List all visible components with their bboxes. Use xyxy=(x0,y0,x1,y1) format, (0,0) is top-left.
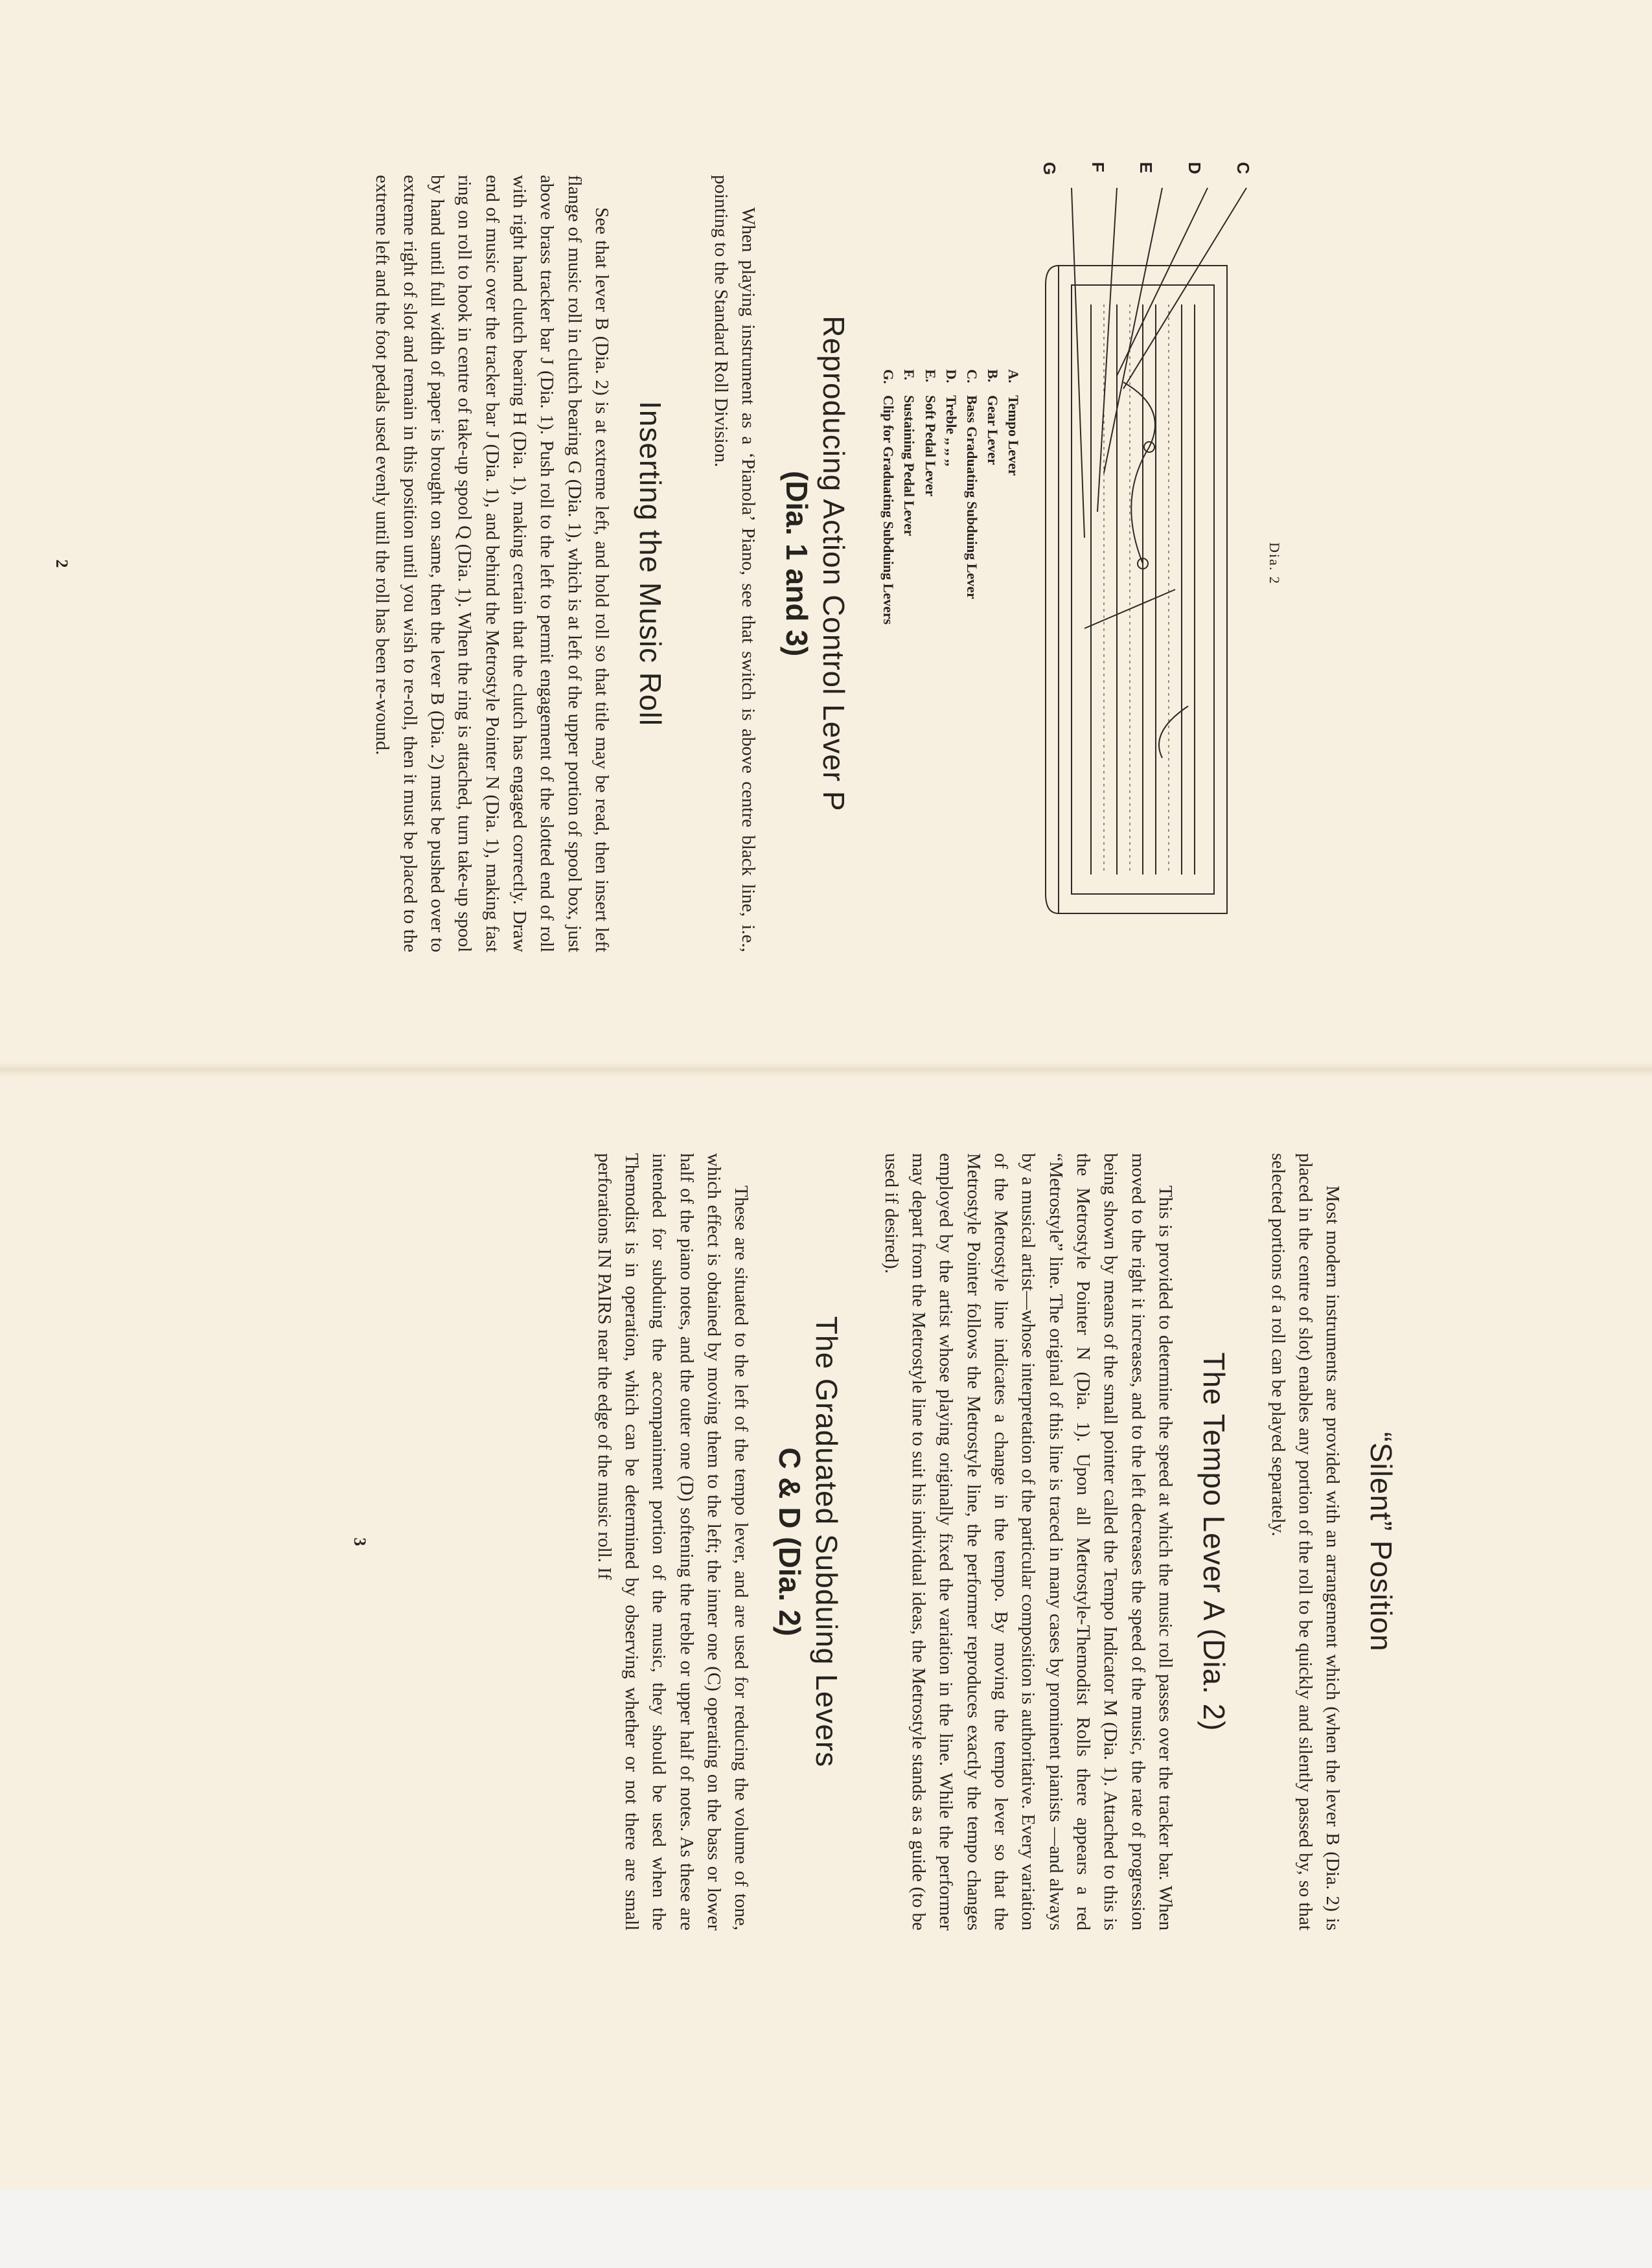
section-heading: The Graduated Subduing Levers xyxy=(810,1316,844,1768)
pointer-letter: G xyxy=(1040,162,1059,176)
pointer-letter: C xyxy=(1233,162,1253,174)
legend-item: E. Soft Pedal Lever xyxy=(922,369,939,497)
page-number: 3 xyxy=(350,1537,369,1546)
paragraph: This is provided to determine the speed at which the music roll passes over the tracker bar. When moved to the right it increases, and to the left decreases the speed of the music, the rate of progression being shown by means of the small pointer called the Tempo Indicator M (Dia. 1). Attached to this is the Metrostyle Pointer N (Dia. 1). Upon all Metrostyle-Themodist Rolls there appears a red “Metrostyle” line. The original of this line is traced in many cases by prominent pianists —and always by a musical artist—whose interpretation of the particular composition is authoritative. Every variation of the Metrostyle line indicates a change in the tempo. By moving the tempo lever so that the Metrostyle Pointer follows the Metrostyle line, the performer reproduces exactly the tempo changes employed by the artist whose playing originally fixed the variation in the line. While the performer may depart from the Metrostyle line to suit his individual ideas, the Metrostyle stands as a guide (to be used if desired). xyxy=(880,1153,1176,1930)
lever-drawing xyxy=(1039,175,1253,952)
section-subheading: C & D (Dia. 2) xyxy=(772,1447,807,1636)
legend-item: A. Tempo Lever xyxy=(1005,369,1022,476)
page-number: 2 xyxy=(52,559,71,568)
section-subheading: (Dia. 1 and 3) xyxy=(779,470,814,657)
diagram-caption: Dia. 2 xyxy=(1267,542,1283,585)
pointer-letter: D xyxy=(1185,162,1205,174)
page-3 xyxy=(104,1101,1438,2034)
diagram-legend xyxy=(878,369,1024,952)
page-2 xyxy=(13,97,1348,1030)
pointer-letter: F xyxy=(1088,162,1108,172)
section-heading: Reproducing Action Control Lever P xyxy=(817,315,851,812)
paragraph: When playing instrument as a ‘Pianola’ Piano, see that switch is above centre black line, i.e., pointing to the Standard Roll Division. xyxy=(710,175,759,952)
scanner-margin xyxy=(0,2190,1652,2268)
diagram-pointer-letters xyxy=(1039,162,1253,175)
legend-item: D. Treble ,, ,, ,, xyxy=(943,369,959,466)
paragraph: Most modern instruments are provided with an arrangement which (when the lever B (Dia. 2) is placed in the centre of slot) enables any portion of the roll to be quickly and silently passed by, so that selected portions of a roll can be played separately. xyxy=(1267,1153,1344,1930)
paragraph: See that lever B (Dia. 2) is at extreme left, and hold roll so that title may be read, then insert left flange of music roll in clutch bearing G (Dia. 1), which is at left of the upper portion of spool box, just above brass tracker bar J (Dia. 1). Push roll to the left to permit engagement of the slotted end of roll with right hand clutch bearing H (Dia. 1), making certain that the clutch has engaged correctly. Draw end of music over the tracker bar J (Dia. 1), and behind the Metrostyle Pointer N (Dia. 1), making fast ring on roll to hook in centre of take-up spool Q (Dia. 1). When the ring is attached, turn take-up spool by hand until full width of paper is brought on same, then the lever B (Dia. 2) must be pushed over to extreme right of slot and remain in this position until you wish to re-roll, then it must be placed to the extreme left and the foot pedals used evenly until the roll has been re-wound. xyxy=(372,175,613,952)
paragraph: These are situated to the left of the tempo lever, and are used for reducing the volume of tone, which effect is obtained by moving them to the left; the inner one (C) operating on the bass or lower half of the piano notes, and the outer one (D) softening the treble or upper half of notes. As these are intended for subduing the accompaniment portion of the music, they should be used when the Themodist is in operation, which can be determined by observing whether or not there are small perforations IN PAIRS near the edge of the music roll. If xyxy=(593,1153,752,1930)
legend-item: C. Bass Graduating Subduing Lever xyxy=(963,369,980,599)
lever-diagram xyxy=(1039,162,1253,952)
legend-item: F. Sustaining Pedal Lever xyxy=(901,369,918,536)
pointer-letter: E xyxy=(1136,162,1156,174)
section-heading: Inserting the Music Roll xyxy=(633,400,667,727)
section-heading: “Silent” Position xyxy=(1364,1432,1398,1652)
section-heading: The Tempo Lever A (Dia. 2) xyxy=(1197,1352,1231,1732)
page-fold xyxy=(0,1062,1652,1077)
legend-item: B. Gear Lever xyxy=(984,369,1001,465)
legend-item: G. Clip for Graduating Subduing Levers xyxy=(880,369,897,625)
